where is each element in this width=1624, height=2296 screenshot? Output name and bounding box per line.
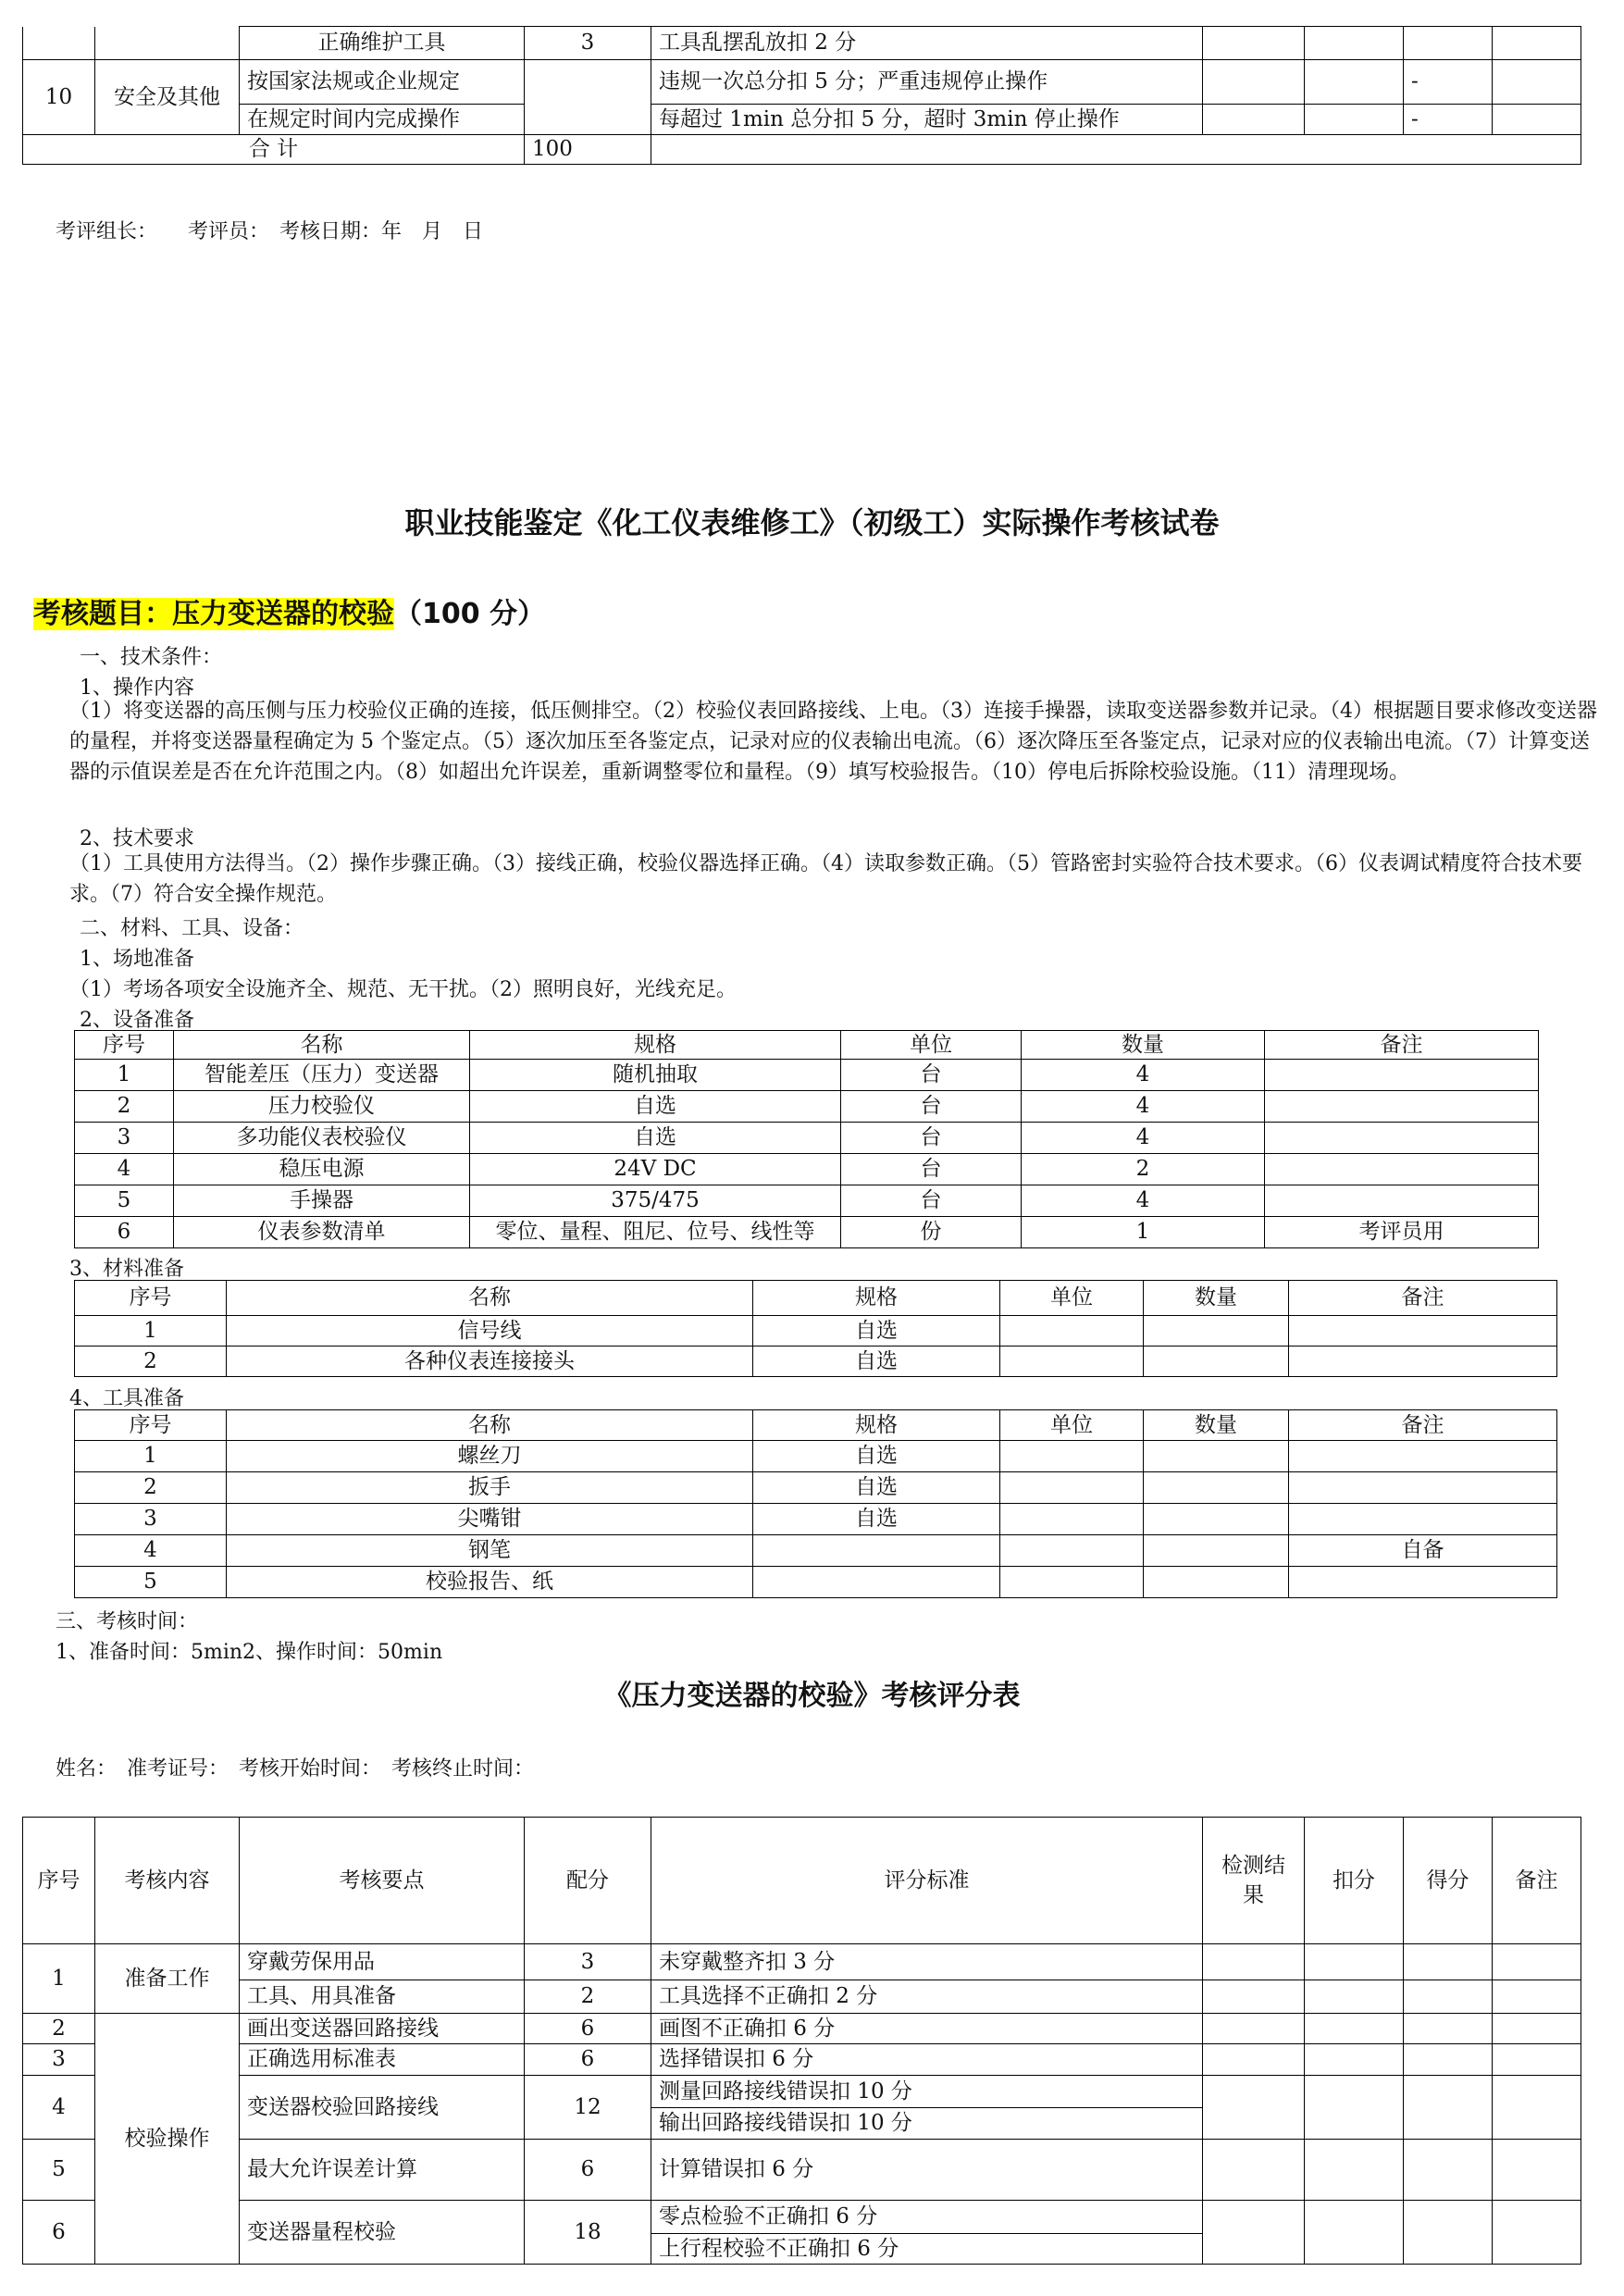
- table-cell: 18: [525, 2201, 651, 2265]
- column-header: 序号: [23, 1818, 95, 1944]
- table-cell: 1: [75, 1060, 174, 1091]
- table-cell: 多功能仪表校验仪: [174, 1123, 470, 1154]
- table-cell: 3: [525, 27, 651, 60]
- table-cell: 2: [525, 1980, 651, 2014]
- column-header: 备注: [1493, 1818, 1581, 1944]
- table-cell: 未穿戴整齐扣 3 分: [651, 1944, 1203, 1980]
- table-row: [23, 2140, 1581, 2201]
- table-cell: 计算错误扣 6 分: [651, 2140, 1203, 2201]
- column-header: 备注: [1289, 1410, 1557, 1441]
- subheading: 2、技术要求: [80, 827, 194, 850]
- signature-line: 考评组长： 考评员： 考核日期：年 月 日: [56, 220, 484, 243]
- table-cell: 1: [75, 1441, 227, 1472]
- table-cell: 3: [75, 1504, 227, 1535]
- column-header: 名称: [227, 1410, 753, 1441]
- section-heading: 一、技术条件：: [80, 646, 223, 669]
- table-cell: 3: [23, 2044, 95, 2076]
- column-header: 数量: [1144, 1410, 1289, 1441]
- table-cell: 扳手: [227, 1472, 753, 1504]
- table-cell: 按国家法规或企业规定: [240, 60, 525, 105]
- table-row: [75, 1154, 1539, 1185]
- table-row: [23, 2201, 1581, 2234]
- table-cell: 自选: [753, 1472, 1000, 1504]
- table-cell: 尖嘴钳: [227, 1504, 753, 1535]
- table-header-row: [75, 1031, 1539, 1060]
- table-cell: 信号线: [227, 1316, 753, 1347]
- table-header-row: [23, 1818, 1581, 1944]
- table-cell: [1265, 1185, 1539, 1217]
- table-cell: 输出回路接线错误扣 10 分: [651, 2108, 1203, 2140]
- table-cell: 画出变送器回路接线: [240, 2014, 525, 2044]
- table-cell: 2: [75, 1347, 227, 1377]
- table-cell: 在规定时间内完成操作: [240, 105, 525, 135]
- table-cell: 手操器: [174, 1185, 470, 1217]
- table-row: [23, 2014, 1581, 2044]
- column-header: 配分: [525, 1818, 651, 1944]
- table-cell: [1265, 1123, 1539, 1154]
- table-cell: 5: [75, 1567, 227, 1598]
- table-cell: 智能差压（压力）变送器: [174, 1060, 470, 1091]
- column-header: 规格: [753, 1281, 1000, 1316]
- table-row: [75, 1123, 1539, 1154]
- table-row: [23, 1980, 1581, 2014]
- table-cell: 上行程校验不正确扣 6 分: [651, 2234, 1203, 2265]
- table-cell: 工具、用具准备: [240, 1980, 525, 2014]
- column-header: 评分标准: [651, 1818, 1203, 1944]
- table-cell: 4: [75, 1154, 174, 1185]
- table-cell: 5: [75, 1185, 174, 1217]
- subject-line: [33, 590, 545, 631]
- table-cell: 压力校验仪: [174, 1091, 470, 1123]
- time-text: 1、准备时间：5min2、操作时间：50min: [56, 1641, 443, 1664]
- table-cell: 选择错误扣 6 分: [651, 2044, 1203, 2076]
- table-cell: 每超过 1min 总分扣 5 分，超时 3min 停止操作: [651, 105, 1203, 135]
- table-row: [23, 60, 1581, 105]
- table-row: [23, 105, 1581, 135]
- subheading: 3、材料准备: [69, 1258, 184, 1281]
- table-header-row: [75, 1410, 1557, 1441]
- page-title: 职业技能鉴定《化工仪表维修工》（初级工）实际操作考核试卷: [404, 505, 1220, 540]
- table-cell: 自选: [753, 1347, 1000, 1377]
- column-header: 单位: [1000, 1281, 1144, 1316]
- table-cell: 正确维护工具: [240, 27, 525, 60]
- table-cell: 测量回路接线错误扣 10 分: [651, 2076, 1203, 2108]
- subject-label: 考核题目：压力变送器的校验: [33, 598, 394, 630]
- table-cell: 5: [23, 2140, 95, 2201]
- table-cell: 份: [841, 1217, 1022, 1248]
- table-cell: 校验操作: [95, 2014, 240, 2265]
- score-table-title: 《压力变送器的校验》考核评分表: [603, 1680, 1021, 1712]
- table-cell: 自选: [753, 1316, 1000, 1347]
- table-cell: -: [1404, 60, 1493, 105]
- table-cell: 穿戴劳保用品: [240, 1944, 525, 1980]
- table-cell: 变送器量程校验: [240, 2201, 525, 2265]
- table-row: [23, 2044, 1581, 2076]
- tool-table: [74, 1409, 1557, 1598]
- column-header: 序号: [75, 1410, 227, 1441]
- table-cell: 零位、量程、阻尼、位号、线性等: [470, 1217, 841, 1248]
- table-row: [75, 1535, 1557, 1567]
- table-cell: 安全及其他: [95, 60, 240, 135]
- table-cell: 自备: [1289, 1535, 1557, 1567]
- table-cell: 自选: [753, 1441, 1000, 1472]
- table-cell: 2: [75, 1472, 227, 1504]
- column-header: 检测结果: [1203, 1818, 1305, 1944]
- table-cell: 2: [23, 2014, 95, 2044]
- op-content-text: （1）将变送器的高压侧与压力校验仪正确的连接，低压侧排空。（2）校验仪表回路接线、上电。（3）连接手操器，读取变送器参数并记录。（4）根据题目要求修改变送器的量程，并将变送器量程确定为 5 个鉴定点。（5）逐次加压至各鉴定点，记录对应的仪表输出电流。（6）逐次降压至各鉴定点，记录对应的仪表输出电流。（7）计算变送器的示值误差是否在允许范围之内。（8）如超出允许误差，重新调整零位和量程。（9）填写校验报告。（10）停电后拆除校验设施。（11）清理现场。: [69, 700, 1597, 784]
- column-header: 规格: [753, 1410, 1000, 1441]
- table-cell: -: [1404, 105, 1493, 135]
- table-row: [75, 1504, 1557, 1535]
- candidate-info-line: 姓名： 准考证号： 考核开始时间： 考核终止时间：: [56, 1757, 535, 1781]
- subheading: 1、场地准备: [80, 948, 194, 971]
- table-cell: 违规一次总分扣 5 分；严重违规停止操作: [651, 60, 1203, 105]
- column-header: 扣分: [1305, 1818, 1404, 1944]
- table-cell: 6: [525, 2044, 651, 2076]
- column-header: 名称: [227, 1281, 753, 1316]
- site-text: （1）考场各项安全设施齐全、规范、无干扰。（2）照明良好，光线充足。: [69, 978, 737, 1001]
- section-heading: 三、考核时间：: [56, 1610, 199, 1633]
- table-row: [23, 27, 1581, 60]
- column-header: 备注: [1265, 1031, 1539, 1060]
- table-cell: 3: [525, 1944, 651, 1980]
- column-header: 数量: [1144, 1281, 1289, 1316]
- table-cell: [1265, 1091, 1539, 1123]
- table-cell: 4: [23, 2076, 95, 2140]
- table-cell: 6: [23, 2201, 95, 2265]
- subheading: 4、工具准备: [69, 1387, 184, 1410]
- table-row: [75, 1347, 1557, 1377]
- total-value: 100: [525, 135, 651, 165]
- table-cell: 1: [75, 1316, 227, 1347]
- table-cell: 最大允许误差计算: [240, 2140, 525, 2201]
- table-cell: 4: [75, 1535, 227, 1567]
- table-cell: 3: [75, 1123, 174, 1154]
- table-cell: 自选: [753, 1504, 1000, 1535]
- table-cell: 螺丝刀: [227, 1441, 753, 1472]
- table-row: [75, 1472, 1557, 1504]
- table-row: [75, 1091, 1539, 1123]
- table-cell: 375/475: [470, 1185, 841, 1217]
- table-cell: 考评员用: [1265, 1217, 1539, 1248]
- section-heading: 二、材料、工具、设备：: [80, 917, 304, 940]
- table-cell: 工具选择不正确扣 2 分: [651, 1980, 1203, 2014]
- table-cell: 自选: [470, 1091, 841, 1123]
- table-row: [75, 1060, 1539, 1091]
- table-cell: 仪表参数清单: [174, 1217, 470, 1248]
- table-row: [75, 1441, 1557, 1472]
- table-cell: 变送器校验回路接线: [240, 2076, 525, 2140]
- table-cell: 2: [75, 1091, 174, 1123]
- table-cell: 1: [23, 1944, 95, 2014]
- table-cell: 工具乱摆乱放扣 2 分: [651, 27, 1203, 60]
- table-row: [23, 135, 1581, 165]
- table-cell: 24V DC: [470, 1154, 841, 1185]
- table-cell: 稳压电源: [174, 1154, 470, 1185]
- table-cell: 12: [525, 2076, 651, 2140]
- table-cell: 4: [1022, 1091, 1265, 1123]
- column-header: 数量: [1022, 1031, 1265, 1060]
- column-header: 序号: [75, 1031, 174, 1060]
- table-cell: 正确选用标准表: [240, 2044, 525, 2076]
- table-row: [75, 1217, 1539, 1248]
- subject-points: （100 分）: [394, 598, 546, 630]
- column-header: 考核要点: [240, 1818, 525, 1944]
- table-cell: 自选: [470, 1123, 841, 1154]
- column-header: 序号: [75, 1281, 227, 1316]
- table-cell: 2: [1022, 1154, 1265, 1185]
- table-cell: 台: [841, 1154, 1022, 1185]
- table-cell: 校验报告、纸: [227, 1567, 753, 1598]
- table-cell: 4: [1022, 1185, 1265, 1217]
- subheading: 2、设备准备: [80, 1009, 194, 1032]
- table-cell: 1: [1022, 1217, 1265, 1248]
- table-cell: 准备工作: [95, 1944, 240, 2014]
- table-cell: [1265, 1154, 1539, 1185]
- tech-req-text: （1）工具使用方法得当。（2）操作步骤正确。（3）接线正确，校验仪器选择正确。（4）读取参数正确。（5）管路密封实验符合技术要求。（6）仪表调试精度符合技术要求。（7）符合安全操作规范。: [69, 852, 1582, 906]
- column-header: 备注: [1289, 1281, 1557, 1316]
- table-row: [23, 1944, 1581, 1980]
- table-cell: 6: [525, 2014, 651, 2044]
- table-cell: 4: [1022, 1123, 1265, 1154]
- table-cell: 台: [841, 1185, 1022, 1217]
- table-row: [75, 1185, 1539, 1217]
- column-header: 单位: [841, 1031, 1022, 1060]
- column-header: 得分: [1404, 1818, 1493, 1944]
- column-header: 考核内容: [95, 1818, 240, 1944]
- subheading: 1、操作内容: [80, 676, 194, 700]
- table-cell: 台: [841, 1123, 1022, 1154]
- column-header: 规格: [470, 1031, 841, 1060]
- table-cell: 画图不正确扣 6 分: [651, 2014, 1203, 2044]
- table-cell: 台: [841, 1091, 1022, 1123]
- column-header: 名称: [174, 1031, 470, 1060]
- table-cell: 各种仪表连接接头: [227, 1347, 753, 1377]
- table-cell: 4: [1022, 1060, 1265, 1091]
- table-cell: 随机抽取: [470, 1060, 841, 1091]
- table-row: [23, 2076, 1581, 2108]
- table-cell: 钢笔: [227, 1535, 753, 1567]
- table-row: [75, 1316, 1557, 1347]
- table-cell: 10: [23, 60, 95, 135]
- table-cell: 6: [525, 2140, 651, 2201]
- table-header-row: [75, 1281, 1557, 1316]
- equipment-table: [74, 1030, 1539, 1248]
- column-header: 单位: [1000, 1410, 1144, 1441]
- table-cell: 6: [75, 1217, 174, 1248]
- score-table: [22, 1817, 1581, 2265]
- table-row: [75, 1567, 1557, 1598]
- top-score-table: [22, 26, 1581, 165]
- table-cell: 零点检验不正确扣 6 分: [651, 2201, 1203, 2234]
- table-cell: [1265, 1060, 1539, 1091]
- total-label: 合 计: [23, 135, 525, 165]
- table-cell: 台: [841, 1060, 1022, 1091]
- material-table: [74, 1280, 1557, 1377]
